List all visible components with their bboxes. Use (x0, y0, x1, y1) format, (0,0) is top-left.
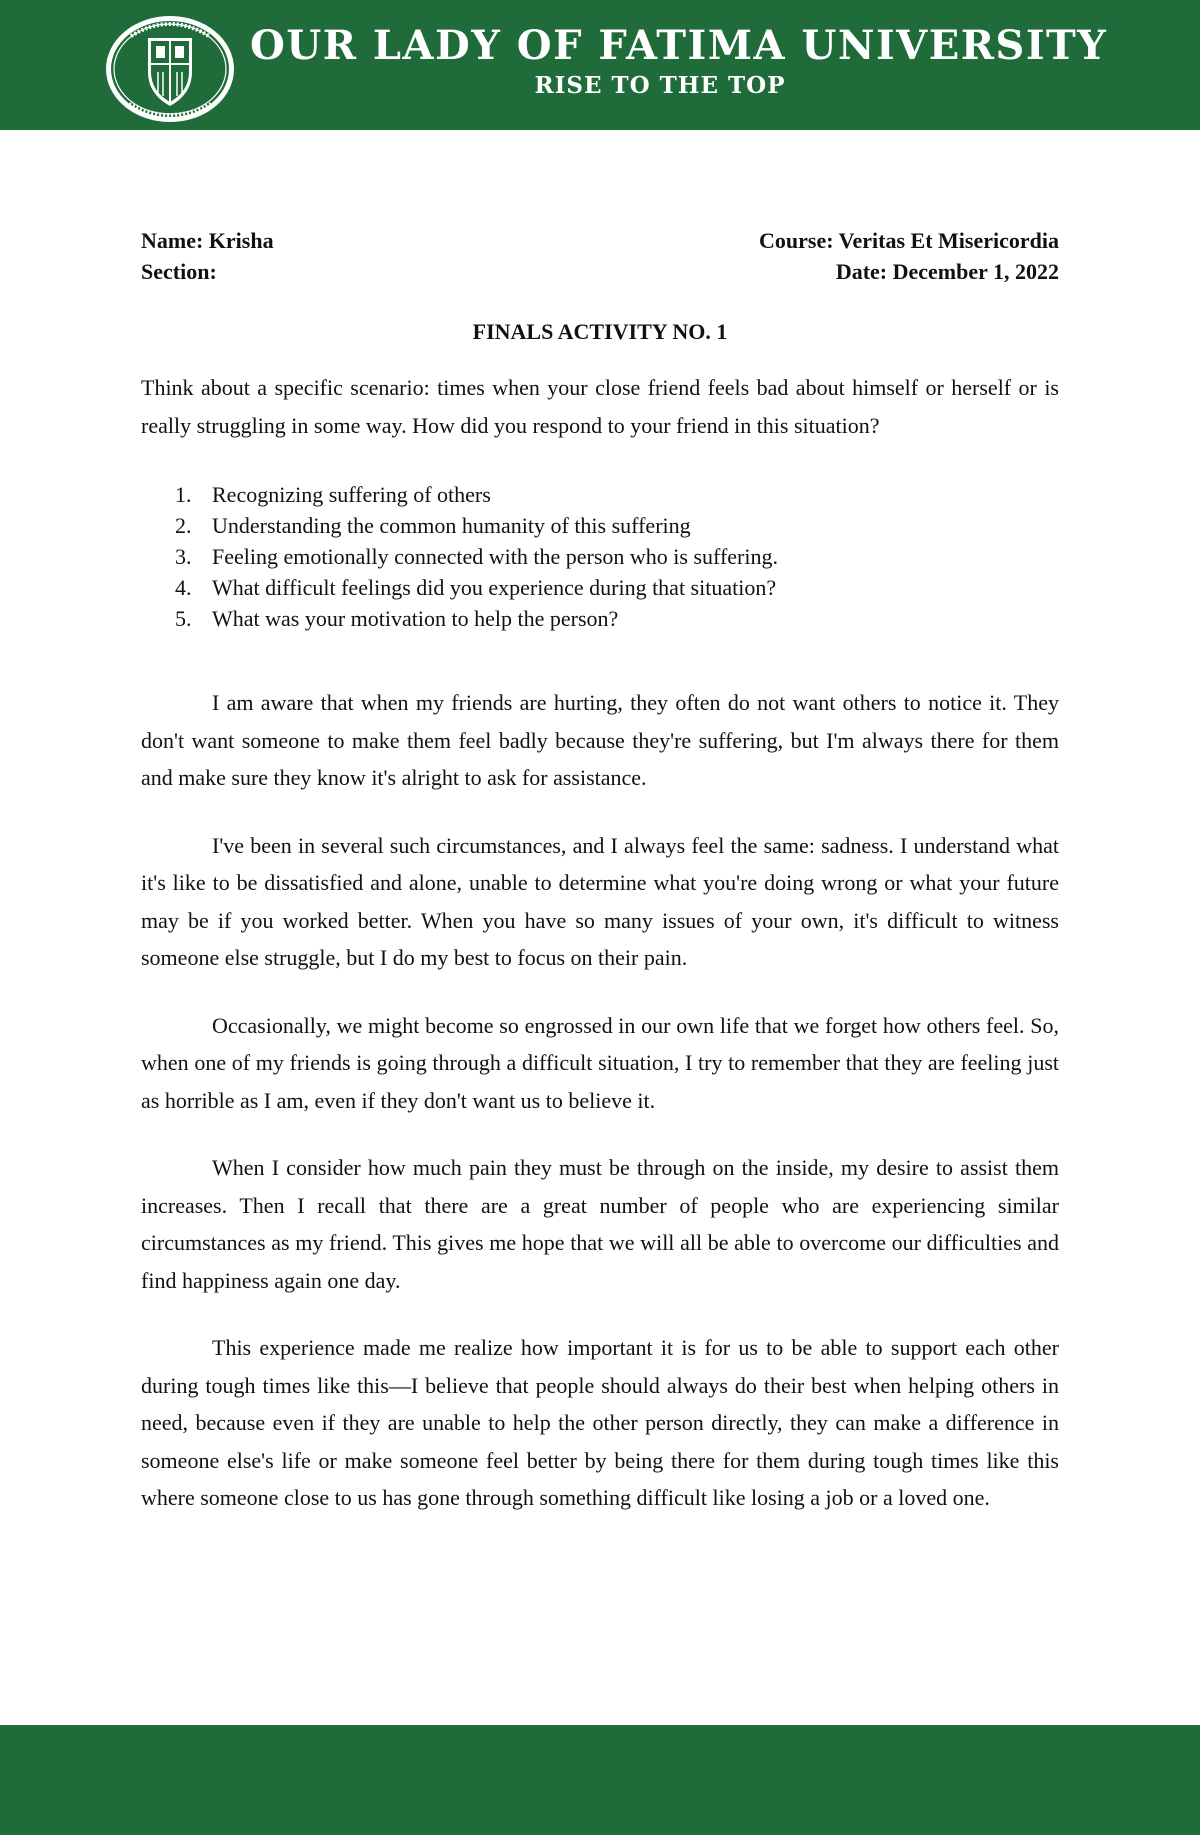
section-field: Section: (141, 259, 217, 284)
document-body (141, 225, 1059, 1547)
essay-paragraph: I am aware that when my friends are hurting, they often do not want others to notice it. They don't want someone to make them feel badly because they're suffering, but I'm always there for them and make sure they know it's alright to ask for assistance. (141, 690, 1059, 790)
question-number: 1. (175, 482, 192, 507)
question-number: 4. (175, 575, 192, 600)
question-text: What was your motivation to help the person? (212, 606, 619, 631)
essay-paragraph: Occasionally, we might become so engrossed in our own life that we forget how others feel. So, when one of my friends is going through a difficult situation, I try to remember that they are feeling just as horrible as I am, even if they don't want us to believe it. (141, 1012, 1059, 1113)
university-footer-band (0, 1725, 1200, 1835)
activity-prompt: Think about a specific scenario: times when your close friend feels bad about himself or herself or is really struggling in some way. How did you respond to your friend in this situation? (141, 375, 1059, 438)
university-seal-logo (103, 14, 237, 124)
question-item (141, 572, 1059, 603)
question-item (141, 479, 1059, 510)
university-motto: RISE TO THE TOP (534, 72, 786, 99)
question-text: Recognizing suffering of others (212, 482, 491, 507)
meta-row-2 (141, 256, 1059, 287)
question-text: Understanding the common humanity of this suffering (212, 513, 691, 538)
essay-paragraph: When I consider how much pain they must be through on the inside, my desire to assist them increases. Then I recall that there are a great number of people who are experiencing similar circumstances as my friend. This gives me hope that we will all be able to overcome our difficulties and find happiness again one day. (141, 1155, 1059, 1293)
essay-response (141, 684, 1059, 1517)
question-list (141, 479, 1059, 634)
student-name: Name: Krisha (141, 228, 274, 253)
question-number: 2. (175, 513, 192, 538)
question-text: What difficult feelings did you experience during that situation? (212, 575, 777, 600)
question-item (141, 603, 1059, 634)
university-header-banner (0, 0, 1200, 130)
question-item (141, 541, 1059, 572)
question-item (141, 510, 1059, 541)
question-text: Feeling emotionally connected with the person who is suffering. (212, 544, 778, 569)
meta-row-1 (141, 225, 1059, 256)
question-number: 5. (175, 606, 192, 631)
question-number: 3. (175, 544, 192, 569)
university-name: OUR LADY OF FATIMA UNIVERSITY (250, 22, 1108, 69)
essay-paragraph: This experience made me realize how important it is for us to be able to support each other during tough times like this—I believe that people should always do their best when helping others in need, because even if they are unable to help the other person directly, they can make a difference in someone else's life or make someone feel better by being there for them during tough times like this where someone close to us has gone through something difficult like losing a job or a loved one. (141, 1335, 1059, 1510)
date-field: Date: December 1, 2022 (835, 259, 1059, 284)
course-field: Course: Veritas Et Misericordia (759, 228, 1059, 253)
activity-title: FINALS ACTIVITY NO. 1 (472, 319, 728, 344)
essay-paragraph: I've been in several such circumstances, and I always feel the same: sadness. I understand what it's like to be dissatisfied and alone, unable to determine what you're doing wrong or what your future may be if you worked better. When you have so many issues of your own, it's difficult to witness someone else struggle, but I do my best to focus on their pain. (141, 832, 1059, 970)
